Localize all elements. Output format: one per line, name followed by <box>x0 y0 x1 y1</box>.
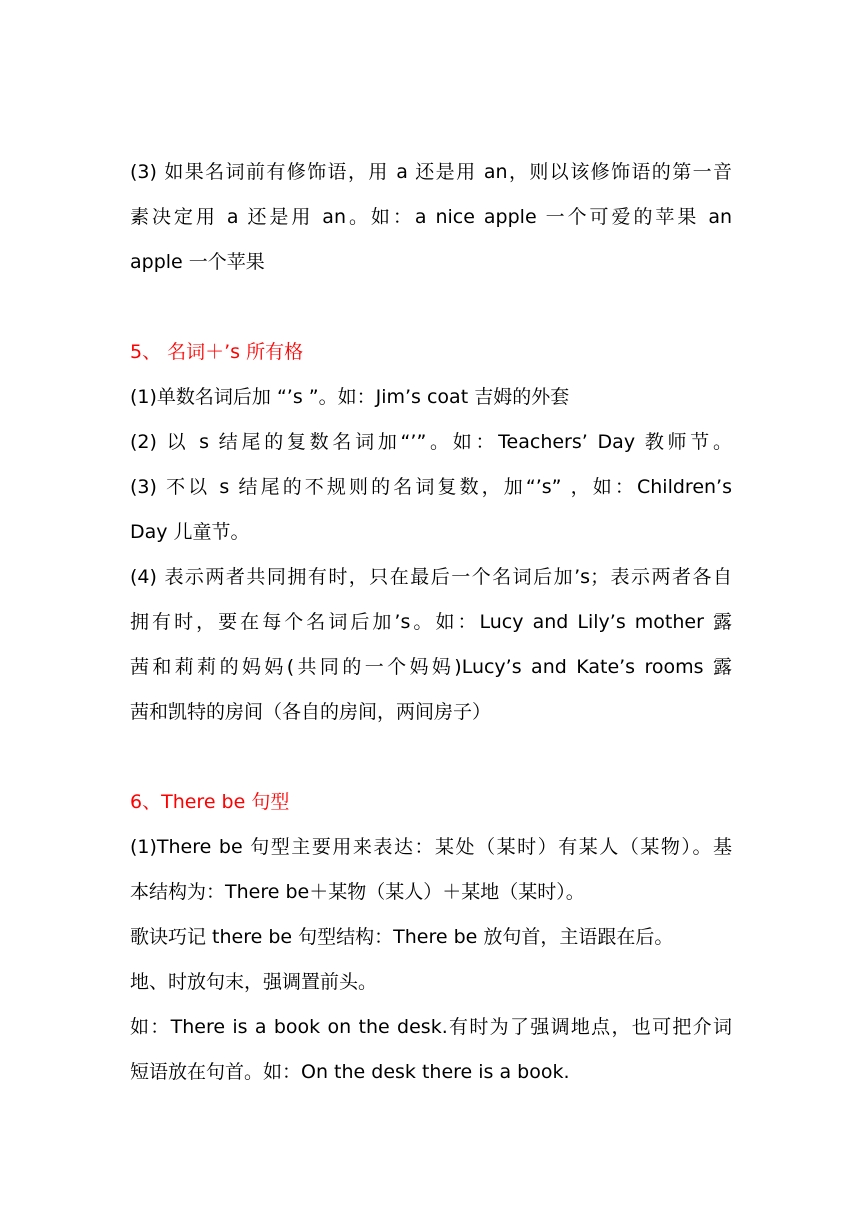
text-line: 茜和莉莉的妈妈(共同的一个妈妈)Lucy’s and Kate’s rooms 露 <box>130 656 732 678</box>
text-line: (1)There be 句型主要用来表达：某处（某时）有某人（某物）。基 <box>130 836 732 858</box>
spacer <box>130 285 732 330</box>
text-line: 茜和凯特的房间（各自的房间，两间房子） <box>130 701 492 723</box>
text-line: apple 一个苹果 <box>130 251 265 273</box>
paragraph-4-3 <box>130 150 732 285</box>
text-line: (1)单数名词后加 “’s ”。如：Jim’s coat 吉姆的外套 <box>130 386 570 408</box>
text-line: (3) 如果名词前有修饰语，用 a 还是用 an，则以该修饰语的第一音 <box>130 161 732 183</box>
text-line: 地、时放句末，强调置前头。 <box>130 971 378 993</box>
text-line: 如：There is a book on the desk.有时为了强调地点，也可把介词 <box>130 1016 732 1038</box>
text-line: (3) 不以 s 结尾的不规则的名词复数，加“’s” ，如：Children’s <box>130 476 732 498</box>
text-line: (2) 以 s 结尾的复数名词加“’”。如：Teachers’ Day 教师节。 <box>130 431 732 453</box>
spacer <box>130 735 732 780</box>
text-line: (4) 表示两者共同拥有时，只在最后一个名词后加’s；表示两者各自 <box>130 566 732 588</box>
text-line: 短语放在句首。如：On the desk there is a book. <box>130 1061 570 1083</box>
section-heading: 6、There be 句型 <box>130 791 290 813</box>
text-line: Day 儿童节。 <box>130 521 250 543</box>
section-5 <box>130 330 732 735</box>
document-page <box>130 150 732 1095</box>
section-heading: 5、 名词＋’s 所有格 <box>130 341 304 363</box>
text-line: 拥有时，要在每个名词后加’s。如：Lucy and Lily’s mother 露 <box>130 611 732 633</box>
text-line: 素决定用 a 还是用 an。如：a nice apple 一个可爱的苹果 an <box>130 206 732 228</box>
text-line: 歌诀巧记 there be 句型结构：There be 放句首，主语跟在后。 <box>130 926 674 948</box>
text-line: 本结构为：There be＋某物（某人）＋某地（某时）。 <box>130 881 585 903</box>
section-6 <box>130 780 732 1095</box>
